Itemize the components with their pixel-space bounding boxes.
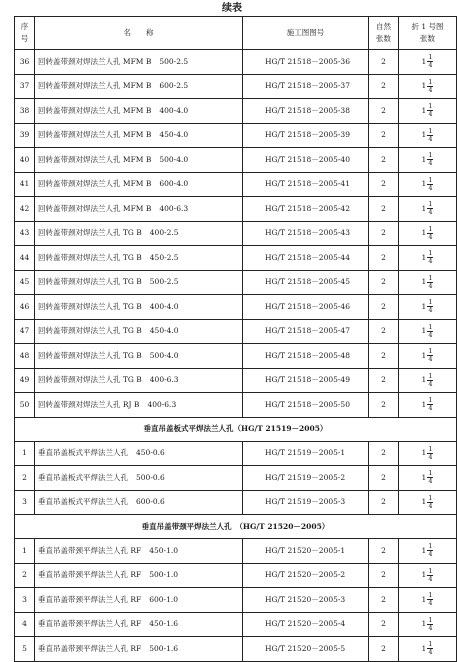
cell-count: 2 bbox=[369, 490, 399, 515]
fold-whole: 1 bbox=[421, 179, 427, 189]
item-spec: 450-1.0 bbox=[149, 545, 179, 555]
item-name: 回转盖带颈对焊法兰人孔 TG B bbox=[38, 375, 142, 385]
cell-fold-count bbox=[399, 295, 457, 320]
cell-name bbox=[35, 123, 243, 148]
item-spec: 600-2.5 bbox=[159, 81, 189, 91]
table-row bbox=[15, 148, 457, 173]
cell-drawing-no: HG/T 21520－2005-4 bbox=[243, 612, 369, 637]
cell-fold-count bbox=[399, 344, 457, 369]
table-row bbox=[15, 466, 457, 491]
table-body bbox=[15, 50, 457, 662]
item-spec: 500-0.6 bbox=[136, 472, 165, 482]
cell-drawing-no: HG/T 21518－2005-43 bbox=[243, 221, 369, 246]
table-row bbox=[15, 50, 457, 75]
item-spec: 600-4.0 bbox=[159, 179, 189, 189]
fold-whole: 1 bbox=[421, 570, 427, 580]
fold-fraction bbox=[427, 641, 433, 656]
item-name: 回转盖带颈对焊法兰人孔 RJ B bbox=[38, 399, 140, 409]
fold-denominator: 4 bbox=[428, 134, 433, 143]
cell-name bbox=[35, 99, 243, 124]
cell-fold-count bbox=[399, 270, 457, 295]
section-title: 垂直吊盖板式平焊法兰人孔（HG/T 21519－2005） bbox=[15, 417, 457, 441]
cell-fold-count bbox=[399, 99, 457, 124]
table-row bbox=[15, 588, 457, 613]
cell-fold-count bbox=[399, 539, 457, 564]
fold-denominator: 4 bbox=[428, 477, 433, 486]
fold-denominator: 4 bbox=[428, 648, 433, 657]
cell-no: 4 bbox=[15, 612, 35, 637]
fold-fraction bbox=[427, 128, 433, 143]
cell-name bbox=[35, 74, 243, 99]
cell-drawing-no: HG/T 21518－2005-39 bbox=[243, 123, 369, 148]
cell-count: 2 bbox=[369, 393, 399, 418]
section-row bbox=[15, 515, 457, 539]
fold-fraction bbox=[427, 177, 433, 192]
cell-name bbox=[35, 490, 243, 515]
fold-numerator: 1 bbox=[428, 396, 433, 405]
table-row bbox=[15, 197, 457, 222]
cell-fold-count bbox=[399, 612, 457, 637]
fold-fraction bbox=[427, 324, 433, 339]
cell-count: 2 bbox=[369, 612, 399, 637]
cell-drawing-no: HG/T 21520－2005-5 bbox=[243, 637, 369, 662]
cell-count: 2 bbox=[369, 221, 399, 246]
cell-drawing-no: HG/T 21520－2005-3 bbox=[243, 588, 369, 613]
fold-whole: 1 bbox=[421, 399, 427, 409]
item-spec: 400-2.5 bbox=[149, 228, 179, 238]
header-name: 名 称 bbox=[35, 17, 243, 50]
cell-name bbox=[35, 466, 243, 491]
cell-fold-count bbox=[399, 393, 457, 418]
cell-fold-count bbox=[399, 172, 457, 197]
fold-denominator: 4 bbox=[428, 355, 433, 364]
item-name: 垂直吊盖板式平焊法兰人孔 bbox=[38, 472, 128, 482]
item-spec: 450-2.5 bbox=[149, 252, 179, 262]
cell-drawing-no: HG/T 21520－2005-1 bbox=[243, 539, 369, 564]
fold-whole: 1 bbox=[421, 154, 427, 164]
header-fold: 折 1 号图 张数 bbox=[399, 17, 457, 50]
item-name: 回转盖带颈对焊法兰人孔 MFM B bbox=[38, 179, 152, 189]
item-spec: 500-2.5 bbox=[159, 56, 189, 66]
cell-drawing-no: HG/T 21518－2005-36 bbox=[243, 50, 369, 75]
cell-name bbox=[35, 148, 243, 173]
item-spec: 500-4.0 bbox=[149, 350, 179, 360]
cell-fold-count bbox=[399, 74, 457, 99]
cell-no: 2 bbox=[15, 466, 35, 491]
item-name: 垂直吊盖带颈平焊法兰人孔 RF bbox=[38, 594, 142, 604]
cell-fold-count bbox=[399, 588, 457, 613]
cell-fold-count bbox=[399, 441, 457, 466]
cell-drawing-no: HG/T 21518－2005-42 bbox=[243, 197, 369, 222]
fold-numerator: 1 bbox=[428, 224, 433, 233]
cell-name bbox=[35, 588, 243, 613]
fold-numerator: 1 bbox=[428, 371, 433, 380]
cell-fold-count bbox=[399, 319, 457, 344]
section-row bbox=[15, 417, 457, 441]
cell-drawing-no: HG/T 21518－2005-41 bbox=[243, 172, 369, 197]
cell-count: 2 bbox=[369, 295, 399, 320]
table-row bbox=[15, 123, 457, 148]
cell-name bbox=[35, 637, 243, 662]
table-row bbox=[15, 246, 457, 271]
fold-numerator: 1 bbox=[428, 493, 433, 502]
cell-count: 2 bbox=[369, 123, 399, 148]
fold-denominator: 4 bbox=[428, 257, 433, 266]
fold-fraction bbox=[427, 103, 433, 118]
table-row bbox=[15, 368, 457, 393]
cell-drawing-no: HG/T 21518－2005-40 bbox=[243, 148, 369, 173]
cell-name bbox=[35, 393, 243, 418]
fold-denominator: 4 bbox=[428, 404, 433, 413]
fold-fraction bbox=[427, 250, 433, 265]
fold-fraction bbox=[427, 446, 433, 461]
fold-denominator: 4 bbox=[428, 452, 433, 461]
table-row bbox=[15, 74, 457, 99]
fold-fraction bbox=[427, 226, 433, 241]
fold-whole: 1 bbox=[421, 619, 427, 629]
fold-fraction bbox=[427, 299, 433, 314]
item-name: 回转盖带颈对焊法兰人孔 TG B bbox=[38, 350, 142, 360]
fold-fraction bbox=[427, 348, 433, 363]
cell-no: 49 bbox=[15, 368, 35, 393]
item-name: 回转盖带颈对焊法兰人孔 MFM B bbox=[38, 154, 152, 164]
fold-numerator: 1 bbox=[428, 200, 433, 209]
table-row bbox=[15, 539, 457, 564]
fold-denominator: 4 bbox=[428, 232, 433, 241]
fold-whole: 1 bbox=[421, 448, 427, 458]
cell-drawing-no: HG/T 21520－2005-2 bbox=[243, 563, 369, 588]
item-name: 回转盖带颈对焊法兰人孔 MFM B bbox=[38, 203, 152, 213]
cell-count: 2 bbox=[369, 441, 399, 466]
fold-numerator: 1 bbox=[428, 542, 433, 551]
fold-denominator: 4 bbox=[428, 306, 433, 315]
item-spec: 400-4.0 bbox=[159, 105, 189, 115]
cell-drawing-no: HG/T 21519－2005-1 bbox=[243, 441, 369, 466]
cell-count: 2 bbox=[369, 588, 399, 613]
cell-drawing-no: HG/T 21518－2005-49 bbox=[243, 368, 369, 393]
cell-count: 2 bbox=[369, 368, 399, 393]
table-row bbox=[15, 295, 457, 320]
cell-drawing-no: HG/T 21518－2005-48 bbox=[243, 344, 369, 369]
fold-numerator: 1 bbox=[428, 469, 433, 478]
item-name: 回转盖带颈对焊法兰人孔 TG B bbox=[38, 277, 142, 287]
fold-numerator: 1 bbox=[428, 347, 433, 356]
item-spec: 500-4.0 bbox=[159, 154, 189, 164]
fold-denominator: 4 bbox=[428, 110, 433, 119]
fold-fraction bbox=[427, 54, 433, 69]
header-count: 自然 张数 bbox=[369, 17, 399, 50]
fold-whole: 1 bbox=[421, 252, 427, 262]
cell-fold-count bbox=[399, 123, 457, 148]
fold-numerator: 1 bbox=[428, 102, 433, 111]
fold-denominator: 4 bbox=[428, 501, 433, 510]
fold-denominator: 4 bbox=[428, 85, 433, 94]
fold-numerator: 1 bbox=[428, 151, 433, 160]
item-name: 回转盖带颈对焊法兰人孔 MFM B bbox=[38, 81, 152, 91]
cell-fold-count bbox=[399, 246, 457, 271]
fold-denominator: 4 bbox=[428, 379, 433, 388]
fold-denominator: 4 bbox=[428, 183, 433, 192]
cell-fold-count bbox=[399, 197, 457, 222]
cell-count: 2 bbox=[369, 270, 399, 295]
table-row bbox=[15, 612, 457, 637]
item-spec: 400-4.0 bbox=[149, 301, 179, 311]
cell-count: 2 bbox=[369, 148, 399, 173]
cell-name bbox=[35, 319, 243, 344]
fold-denominator: 4 bbox=[428, 208, 433, 217]
fold-whole: 1 bbox=[421, 130, 427, 140]
fold-numerator: 1 bbox=[428, 591, 433, 600]
item-spec: 400-6.3 bbox=[159, 203, 189, 213]
item-name: 回转盖带颈对焊法兰人孔 TG B bbox=[38, 326, 142, 336]
cell-count: 2 bbox=[369, 319, 399, 344]
cell-count: 2 bbox=[369, 50, 399, 75]
fold-fraction bbox=[427, 201, 433, 216]
fold-whole: 1 bbox=[421, 81, 427, 91]
fold-whole: 1 bbox=[421, 472, 427, 482]
fold-fraction bbox=[427, 617, 433, 632]
fold-numerator: 1 bbox=[428, 566, 433, 575]
item-spec: 500-1.0 bbox=[149, 570, 179, 580]
cell-no: 5 bbox=[15, 637, 35, 662]
cell-name bbox=[35, 221, 243, 246]
cell-no: 3 bbox=[15, 588, 35, 613]
item-spec: 500-2.5 bbox=[149, 277, 179, 287]
item-spec: 450-4.0 bbox=[159, 130, 189, 140]
table-row bbox=[15, 563, 457, 588]
fold-fraction bbox=[427, 495, 433, 510]
fold-denominator: 4 bbox=[428, 599, 433, 608]
cell-name bbox=[35, 295, 243, 320]
cell-drawing-no: HG/T 21518－2005-46 bbox=[243, 295, 369, 320]
fold-whole: 1 bbox=[421, 203, 427, 213]
fold-whole: 1 bbox=[421, 228, 427, 238]
fold-fraction bbox=[427, 373, 433, 388]
fold-whole: 1 bbox=[421, 594, 427, 604]
table-row bbox=[15, 441, 457, 466]
item-name: 回转盖带颈对焊法兰人孔 TG B bbox=[38, 228, 142, 238]
table-caption: 续表 bbox=[222, 3, 242, 14]
fold-whole: 1 bbox=[421, 277, 427, 287]
fold-whole: 1 bbox=[421, 545, 427, 555]
table-row bbox=[15, 172, 457, 197]
cell-no: 37 bbox=[15, 74, 35, 99]
table-row bbox=[15, 393, 457, 418]
table-row bbox=[15, 490, 457, 515]
cell-count: 2 bbox=[369, 637, 399, 662]
cell-no: 41 bbox=[15, 172, 35, 197]
cell-no: 40 bbox=[15, 148, 35, 173]
section-title: 垂直吊盖带颈平焊法兰人孔 （HG/T 21520－2005） bbox=[15, 515, 457, 539]
cell-name bbox=[35, 612, 243, 637]
cell-name bbox=[35, 539, 243, 564]
cell-count: 2 bbox=[369, 539, 399, 564]
cell-no: 46 bbox=[15, 295, 35, 320]
cell-name bbox=[35, 563, 243, 588]
cell-name bbox=[35, 270, 243, 295]
item-name: 垂直吊盖带颈平焊法兰人孔 RF bbox=[38, 570, 142, 580]
cell-drawing-no: HG/T 21519－2005-2 bbox=[243, 466, 369, 491]
fold-whole: 1 bbox=[421, 326, 427, 336]
fold-denominator: 4 bbox=[428, 623, 433, 632]
fold-whole: 1 bbox=[421, 56, 427, 66]
fold-denominator: 4 bbox=[428, 61, 433, 70]
fold-fraction bbox=[427, 568, 433, 583]
cell-no: 1 bbox=[15, 539, 35, 564]
cell-fold-count bbox=[399, 490, 457, 515]
cell-no: 47 bbox=[15, 319, 35, 344]
fold-numerator: 1 bbox=[428, 444, 433, 453]
fold-denominator: 4 bbox=[428, 550, 433, 559]
cell-no: 45 bbox=[15, 270, 35, 295]
fold-denominator: 4 bbox=[428, 330, 433, 339]
cell-name bbox=[35, 368, 243, 393]
cell-no: 44 bbox=[15, 246, 35, 271]
cell-count: 2 bbox=[369, 172, 399, 197]
cell-drawing-no: HG/T 21518－2005-47 bbox=[243, 319, 369, 344]
cell-count: 2 bbox=[369, 246, 399, 271]
cell-no: 36 bbox=[15, 50, 35, 75]
cell-name bbox=[35, 344, 243, 369]
cell-no: 50 bbox=[15, 393, 35, 418]
fold-numerator: 1 bbox=[428, 249, 433, 258]
drawing-index-table bbox=[14, 16, 457, 662]
cell-name bbox=[35, 50, 243, 75]
fold-fraction bbox=[427, 592, 433, 607]
item-name: 垂直吊盖带颈平焊法兰人孔 RF bbox=[38, 643, 142, 653]
cell-count: 2 bbox=[369, 563, 399, 588]
item-name: 垂直吊盖板式平焊法兰人孔 bbox=[38, 497, 128, 507]
item-name: 回转盖带颈对焊法兰人孔 MFM B bbox=[38, 105, 152, 115]
cell-count: 2 bbox=[369, 197, 399, 222]
item-spec: 450-4.0 bbox=[149, 326, 179, 336]
item-name: 回转盖带颈对焊法兰人孔 TG B bbox=[38, 252, 142, 262]
fold-whole: 1 bbox=[421, 105, 427, 115]
fold-numerator: 1 bbox=[428, 273, 433, 282]
table-row bbox=[15, 344, 457, 369]
item-spec: 600-1.0 bbox=[149, 594, 179, 604]
item-spec: 450-1.6 bbox=[149, 619, 179, 629]
fold-fraction bbox=[427, 275, 433, 290]
cell-name bbox=[35, 197, 243, 222]
cell-no: 48 bbox=[15, 344, 35, 369]
table-row bbox=[15, 99, 457, 124]
cell-name bbox=[35, 441, 243, 466]
fold-fraction bbox=[427, 79, 433, 94]
cell-no: 3 bbox=[15, 490, 35, 515]
table-row bbox=[15, 637, 457, 662]
fold-fraction bbox=[427, 470, 433, 485]
fold-numerator: 1 bbox=[428, 126, 433, 135]
item-spec: 450-0.6 bbox=[136, 448, 165, 458]
item-name: 回转盖带颈对焊法兰人孔 MFM B bbox=[38, 130, 152, 140]
cell-no: 1 bbox=[15, 441, 35, 466]
fold-fraction bbox=[427, 152, 433, 167]
item-name: 垂直吊盖板式平焊法兰人孔 bbox=[38, 448, 128, 458]
item-spec: 400-6.3 bbox=[147, 399, 177, 409]
item-name: 垂直吊盖带颈平焊法兰人孔 RF bbox=[38, 619, 142, 629]
fold-numerator: 1 bbox=[428, 298, 433, 307]
fold-numerator: 1 bbox=[428, 53, 433, 62]
fold-numerator: 1 bbox=[428, 615, 433, 624]
item-spec: 600-0.6 bbox=[136, 497, 165, 507]
header-no: 序 号 bbox=[15, 17, 35, 50]
fold-whole: 1 bbox=[421, 301, 427, 311]
fold-fraction bbox=[427, 543, 433, 558]
fold-numerator: 1 bbox=[428, 640, 433, 649]
cell-no: 2 bbox=[15, 563, 35, 588]
fold-whole: 1 bbox=[421, 643, 427, 653]
cell-count: 2 bbox=[369, 99, 399, 124]
cell-fold-count bbox=[399, 466, 457, 491]
fold-whole: 1 bbox=[421, 497, 427, 507]
cell-fold-count bbox=[399, 148, 457, 173]
table-row bbox=[15, 319, 457, 344]
cell-drawing-no: HG/T 21518－2005-45 bbox=[243, 270, 369, 295]
cell-drawing-no: HG/T 21518－2005-38 bbox=[243, 99, 369, 124]
cell-drawing-no: HG/T 21518－2005-50 bbox=[243, 393, 369, 418]
fold-whole: 1 bbox=[421, 350, 427, 360]
item-spec: 400-6.3 bbox=[149, 375, 179, 385]
cell-name bbox=[35, 172, 243, 197]
fold-whole: 1 bbox=[421, 375, 427, 385]
cell-count: 2 bbox=[369, 74, 399, 99]
table-row bbox=[15, 270, 457, 295]
cell-fold-count bbox=[399, 563, 457, 588]
cell-no: 43 bbox=[15, 221, 35, 246]
cell-no: 42 bbox=[15, 197, 35, 222]
fold-denominator: 4 bbox=[428, 159, 433, 168]
header-row bbox=[15, 17, 457, 50]
cell-drawing-no: HG/T 21518－2005-44 bbox=[243, 246, 369, 271]
item-name: 垂直吊盖带颈平焊法兰人孔 RF bbox=[38, 545, 142, 555]
cell-no: 39 bbox=[15, 123, 35, 148]
cell-drawing-no: HG/T 21519－2005-3 bbox=[243, 490, 369, 515]
fold-fraction bbox=[427, 397, 433, 412]
fold-denominator: 4 bbox=[428, 574, 433, 583]
cell-count: 2 bbox=[369, 344, 399, 369]
cell-count: 2 bbox=[369, 466, 399, 491]
fold-numerator: 1 bbox=[428, 175, 433, 184]
cell-name bbox=[35, 246, 243, 271]
item-spec: 500-1.6 bbox=[149, 643, 179, 653]
fold-numerator: 1 bbox=[428, 322, 433, 331]
cell-fold-count bbox=[399, 637, 457, 662]
cell-no: 38 bbox=[15, 99, 35, 124]
table-row bbox=[15, 221, 457, 246]
cell-fold-count bbox=[399, 221, 457, 246]
header-drawing: 施工图图号 bbox=[243, 17, 369, 50]
fold-numerator: 1 bbox=[428, 77, 433, 86]
item-name: 回转盖带颈对焊法兰人孔 TG B bbox=[38, 301, 142, 311]
fold-denominator: 4 bbox=[428, 281, 433, 290]
cell-drawing-no: HG/T 21518－2005-37 bbox=[243, 74, 369, 99]
item-name: 回转盖带颈对焊法兰人孔 MFM B bbox=[38, 56, 152, 66]
cell-fold-count bbox=[399, 368, 457, 393]
cell-fold-count bbox=[399, 50, 457, 75]
